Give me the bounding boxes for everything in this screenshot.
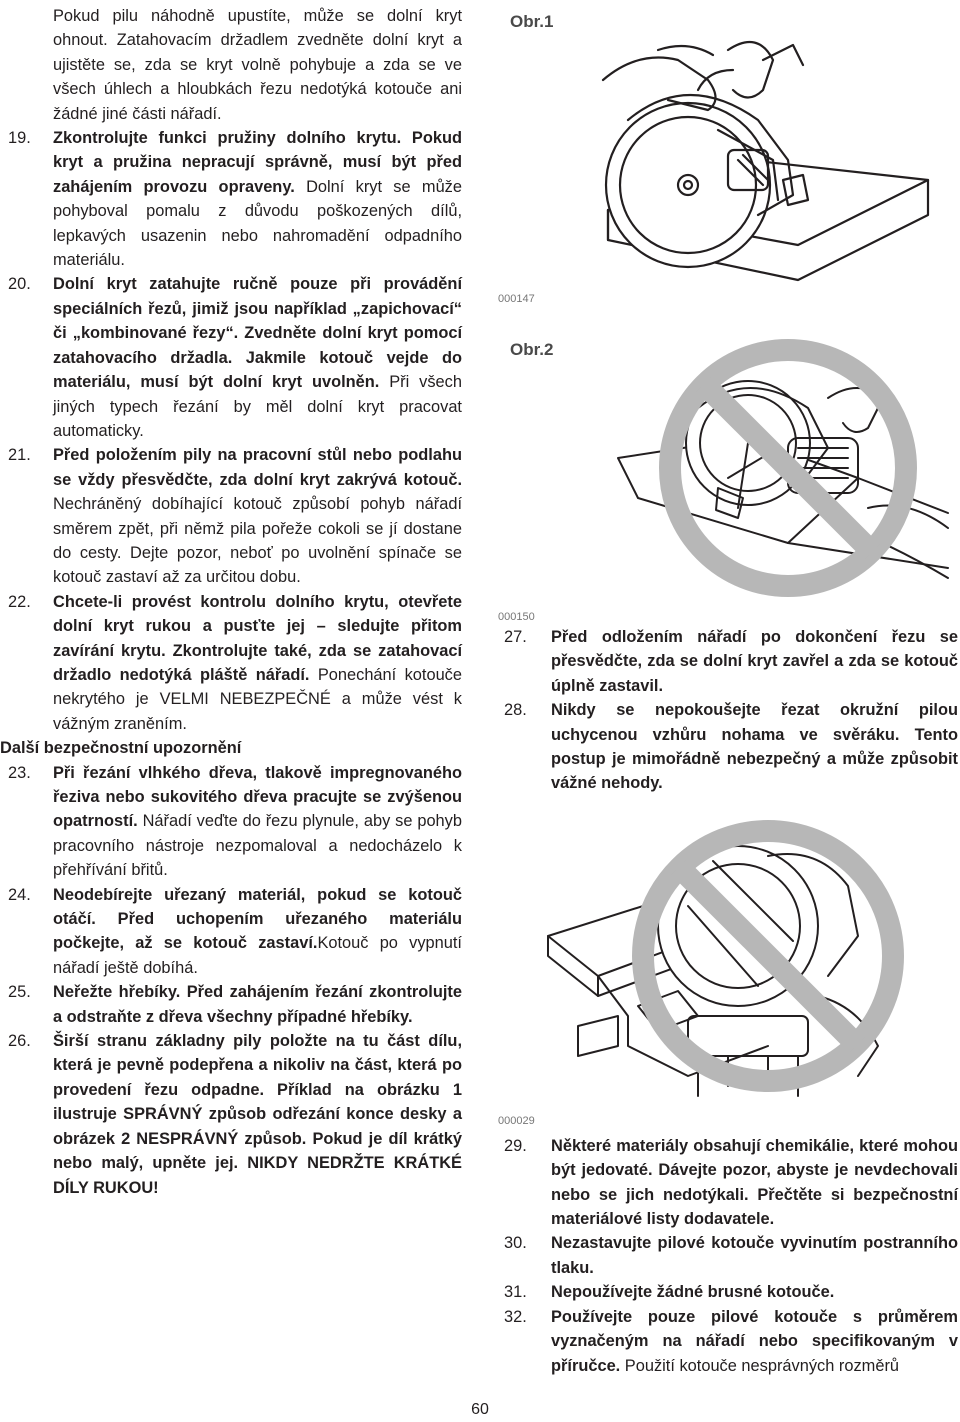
item-24 bbox=[0, 883, 462, 981]
item-bold-text: Chcete-li provést kontrolu dolního krytu, otevřete dolní kryt rukou a pusťte jej – sledujte přitom zavírání krytu. Zkontrolujte také, zda se zatahovací držadlo nedotýká pláště nářadí. bbox=[53, 592, 462, 684]
figure-1 bbox=[498, 0, 958, 310]
item-number: 32. bbox=[504, 1307, 527, 1326]
item-number: 19. bbox=[8, 129, 31, 148]
item-number: 31. bbox=[504, 1283, 527, 1302]
item-number: 30. bbox=[504, 1234, 527, 1253]
item-20 bbox=[0, 272, 462, 443]
item-text: Ponechání kotouče nekrytého je VELMI NEBEZPEČNÉ a může vést k vážným zraněním. bbox=[53, 665, 462, 733]
item-28 bbox=[498, 698, 958, 796]
figure-code: 000150 bbox=[498, 611, 535, 623]
item-bold-text: Nezastavujte pilové kotouče vyvinutím postranního tlaku. bbox=[551, 1234, 958, 1277]
item-23 bbox=[0, 761, 462, 883]
figure-label: Obr.2 bbox=[510, 340, 554, 359]
figure-code: 000029 bbox=[498, 1114, 535, 1127]
right-column bbox=[498, 0, 958, 1378]
figure-code: 000147 bbox=[498, 293, 535, 305]
item-bold-text: Nikdy se nepokoušejte řezat okružní pilou uchycenou vzhůru nohama ve svěráku. Tento postup je mimořádně nebezpečný a může způsobit vážné nehody. bbox=[551, 701, 958, 793]
section-heading: Další bezpečnostní upozornění bbox=[0, 739, 242, 758]
circular-saw-correct-illustration bbox=[598, 10, 938, 300]
item-number: 29. bbox=[504, 1136, 527, 1155]
item-number: 20. bbox=[8, 275, 31, 294]
item-bold-text: Používejte pouze pilové kotouče s průměrem vyznačeným na nářadí nebo specifikovaným v příručce. bbox=[551, 1307, 958, 1375]
item-bold-text: Nepoužívejte žádné brusné kotouče. bbox=[551, 1283, 835, 1302]
item-31 bbox=[498, 1280, 958, 1304]
item-bold-text: Širší stranu základny pily položte na tu část dílu, která je pevně podepřena a nikoliv na část, která po provedení řezu odpadne. Příklad na obrázku 1 ilustruje SPRÁVNÝ způsob odřezání konce desky a obrázek 2 NESPRÁVNÝ způsob. Pokud je díl krátký nebo malý, upněte jej. NIKDY NEDRŽTE KRÁTKÉ DÍLY RUKOU! bbox=[53, 1032, 462, 1197]
item-21 bbox=[0, 443, 462, 589]
item-text: Dolní kryt se může pohyboval pomalu z důvodu poškozených dílů, lepkavých usazenin nebo nahromadění odpadního materiálu. bbox=[53, 177, 462, 270]
item-22 bbox=[0, 590, 462, 736]
item-text: Kotouč po vypnutí nářadí ještě dobíhá. bbox=[53, 934, 462, 977]
item-bold-text: Neřežte hřebíky. Před zahájením řezání zkontrolujte a odstraňte z dřeva všechny případné hřebíky. bbox=[53, 983, 462, 1026]
item-32 bbox=[498, 1305, 958, 1378]
page-number: 60 bbox=[471, 1401, 489, 1418]
item-number: 28. bbox=[504, 701, 527, 720]
circular-saw-incorrect-illustration bbox=[598, 328, 958, 618]
item-number: 26. bbox=[8, 1032, 31, 1051]
item-bold-text: Zkontrolujte funkci pružiny dolního krytu. Pokud kryt a pružina nepracují správně, musí být před zahájením provozu opraveny. bbox=[53, 129, 462, 196]
saw-in-vise-incorrect-illustration bbox=[538, 816, 918, 1116]
item-29 bbox=[498, 1134, 958, 1232]
item-number: 22. bbox=[8, 592, 31, 611]
item-number: 23. bbox=[8, 763, 31, 782]
item-30 bbox=[498, 1231, 958, 1280]
figure-3 bbox=[498, 816, 958, 1134]
item-number: 27. bbox=[504, 628, 527, 646]
figure-2 bbox=[498, 310, 958, 625]
item-number: 24. bbox=[8, 885, 31, 904]
item-26 bbox=[0, 1029, 462, 1200]
item-text: Použití kotouče nesprávných rozměrů bbox=[620, 1356, 900, 1375]
figure-label: Obr.1 bbox=[510, 12, 554, 31]
item-text: Nářadí veďte do řezu plynule, aby se pohyb pracovního nástroje nezpomaloval a nedocházelo k přehřívání břitů. bbox=[53, 812, 462, 880]
item-bold-text: Před odložením nářadí po dokončení řezu se přesvědčte, zda se dolní kryt zavřel a zda se kotouč úplně zastavil. bbox=[551, 628, 958, 695]
item-bold-text: Některé materiály obsahují chemikálie, které mohou být jedovaté. Dávejte pozor, abyste je nevdechovali nebo se jich nedotýkali. Přečtěte si bezpečnostní materiálové listy dodavatele. bbox=[551, 1136, 958, 1229]
item-text: Nechráněný dobíhající kotouč způsobí pohyb nářadí směrem zpět, při němž pila pořeže cokoli se jí dostane do cesty. Dejte pozor, neboť po uvolnění spínače se kotouč zastaví až za určitou dobu. bbox=[53, 495, 462, 587]
left-column bbox=[0, 4, 462, 1200]
item-19 bbox=[0, 126, 462, 272]
item-number: 21. bbox=[8, 446, 31, 465]
item-25 bbox=[0, 980, 462, 1029]
item-number: 25. bbox=[8, 983, 31, 1002]
item-27 bbox=[498, 625, 958, 698]
item-bold-text: Dolní kryt zatahujte ručně pouze při provádění speciálních řezů, jimiž jsou například „zapichovací“ či „kombinované řezy“. Zvedněte dolní kryt pomocí zatahovacího držadla. Jakmile kotouč vejde do materiálu, musí být dolní kryt uvolněn. bbox=[53, 275, 462, 392]
item-bold-text: Před položením pily na pracovní stůl nebo podlahu se vždy přesvědčte, zda dolní kryt zakrývá kotouč. bbox=[53, 446, 462, 489]
intro-paragraph: Pokud pilu náhodně upustíte, může se dolní kryt ohnout. Zatahovacím držadlem zvedněte dolní kryt a ujistěte se, zda se kryt volně pohybuje a zda se ve všech úhlech a hloubkách řezu nedotýká kotouče ani žádné jiné části nářadí. bbox=[53, 7, 462, 123]
item-text: Při všech jiných typech řezání by měl dolní kryt pracovat automaticky. bbox=[53, 373, 462, 440]
item-bold-text: Neodebírejte uřezaný materiál, pokud se kotouč otáčí. Před uchopením uřezaného materiálu počkejte, až se kotouč zastaví. bbox=[53, 885, 462, 953]
item-bold-text: Při řezání vlhkého dřeva, tlakově impregnovaného řeziva nebo sukovitého dřeva pracujte se zvýšenou opatrností. bbox=[53, 763, 462, 831]
